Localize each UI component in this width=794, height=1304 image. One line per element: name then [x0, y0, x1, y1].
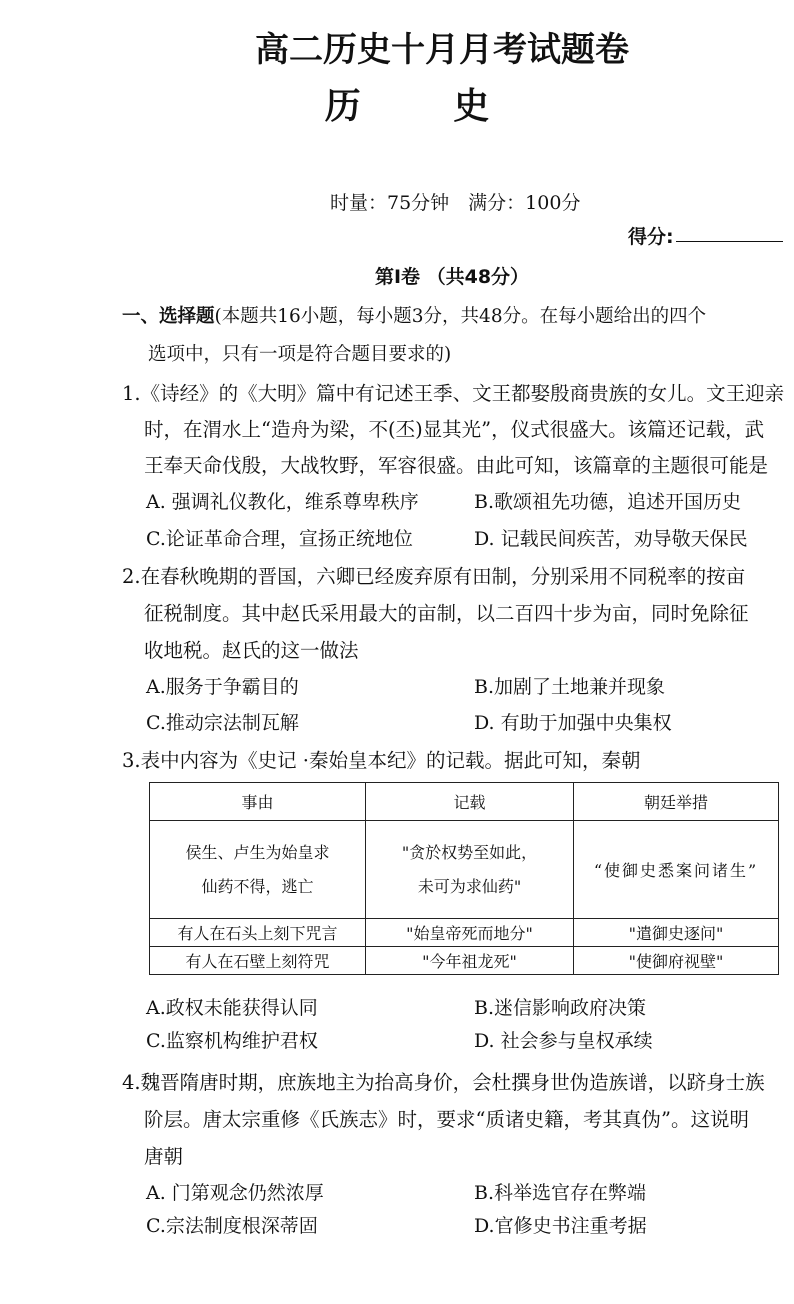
q4-option-b[interactable]: B.科举选官存在弊端 [474, 1182, 647, 1204]
cell-line: 侯生、卢生为始皇求 [185, 842, 330, 862]
table-cell [366, 821, 574, 919]
q3-option-d[interactable]: D. 社会参与皇权承续 [474, 1030, 653, 1052]
score-blank[interactable] [676, 241, 783, 242]
table-cell: "今年祖龙死" [366, 947, 574, 975]
table-cell: "始皇帝死而地分" [366, 919, 574, 947]
table-cell: 有人在石头上刻下咒言 [150, 919, 366, 947]
q2-line-2: 征税制度。其中赵氏采用最大的亩制，以二百四十步为亩，同时免除征 [144, 602, 749, 625]
subject-title: 历 史 [324, 86, 530, 127]
q1-option-c[interactable]: C.论证革命合理，宣扬正统地位 [146, 528, 413, 550]
section-desc-2: 选项中，只有一项是符合题目要求的) [148, 344, 452, 365]
section-heading [122, 302, 706, 328]
q2-option-c[interactable]: C.推动宗法制瓦解 [146, 712, 299, 734]
q2-option-a[interactable]: A.服务于争霸目的 [146, 676, 299, 698]
cell-line: "贪於权势至如此， [401, 842, 538, 862]
q4-line-3: 唐朝 [144, 1145, 184, 1168]
table-row [150, 919, 779, 947]
q4-line-2: 阶层。唐太宗重修《氏族志》时，要求“质诸史籍，考其真伪”。这说明 [144, 1108, 749, 1131]
table-header-cell: 记载 [366, 783, 574, 821]
table-cell: "遣御史逐问" [574, 919, 779, 947]
q1-option-b[interactable]: B.歌颂祖先功德，追述开国历史 [474, 491, 742, 513]
q4-option-c[interactable]: C.宗法制度根深蒂固 [146, 1215, 318, 1237]
q2-line-3: 收地税。赵氏的这一做法 [144, 639, 359, 662]
q1-option-d[interactable]: D. 记载民间疾苦，劝导敬天保民 [474, 528, 748, 550]
table-cell: 有人在石壁上刻符咒 [150, 947, 366, 975]
q3-option-a[interactable]: A.政权未能获得认同 [146, 997, 318, 1019]
q1-line-1: 1.《诗经》的《大明》篇中有记述王季、文王都娶殷商贵族的女儿。文王迎亲 [122, 382, 785, 405]
score-label: 得分: [628, 226, 674, 248]
table-header-cell: 朝廷举措 [574, 783, 779, 821]
table-row [150, 947, 779, 975]
q4-option-d[interactable]: D.官修史书注重考据 [474, 1215, 647, 1237]
time-info: 时量：75分钟 满分：100分 [330, 192, 581, 214]
q1-line-3: 王奉天命伐殷，大战牧野，军容很盛。由此可知，该篇章的主题很可能是 [144, 454, 769, 477]
table-header-row [150, 783, 779, 821]
q3-option-b[interactable]: B.迷信影响政府决策 [474, 997, 647, 1019]
q2-line-1: 2.在春秋晚期的晋国，六卿已经废弃原有田制，分别采用不同税率的按亩 [122, 565, 746, 588]
table-cell: "使御府视壁" [574, 947, 779, 975]
q3-line-1: 3.表中内容为《史记 ·秦始皇本纪》的记载。据此可知，秦朝 [122, 749, 641, 772]
part-title: 第Ⅰ卷 （共48分） [374, 266, 530, 288]
table-header-cell: 事由 [150, 783, 366, 821]
q1-option-a[interactable]: A. 强调礼仪教化，维系尊卑秩序 [146, 491, 419, 513]
q2-option-d[interactable]: D. 有助于加强中央集权 [474, 712, 672, 734]
q4-option-a[interactable]: A. 门第观念仍然浓厚 [146, 1182, 324, 1204]
cell-line: 仙药不得，逃亡 [201, 876, 314, 896]
section-label: 一、选择题 [122, 306, 215, 327]
table-cell: “使御史悉案问诸生” [574, 821, 779, 919]
cell-line: 未可为求仙药" [417, 876, 522, 896]
table-cell [150, 821, 366, 919]
table-row [150, 821, 779, 919]
q1-line-2: 时，在渭水上“造舟为梁，不(丕)显其光”，仪式很盛大。该篇还记载，武 [144, 418, 765, 441]
records-table [149, 782, 779, 975]
exam-title: 高二历史十月月考试题卷 [255, 30, 629, 70]
q3-option-c[interactable]: C.监察机构维护君权 [146, 1030, 318, 1052]
q4-line-1: 4.魏晋隋唐时期，庶族地主为抬高身价，会杜撰身世伪造族谱，以跻身士族 [122, 1071, 765, 1094]
section-desc-1: (本题共16小题，每小题3分，共48分。在每小题给出的四个 [214, 306, 707, 327]
q2-option-b[interactable]: B.加剧了土地兼并现象 [474, 676, 666, 698]
